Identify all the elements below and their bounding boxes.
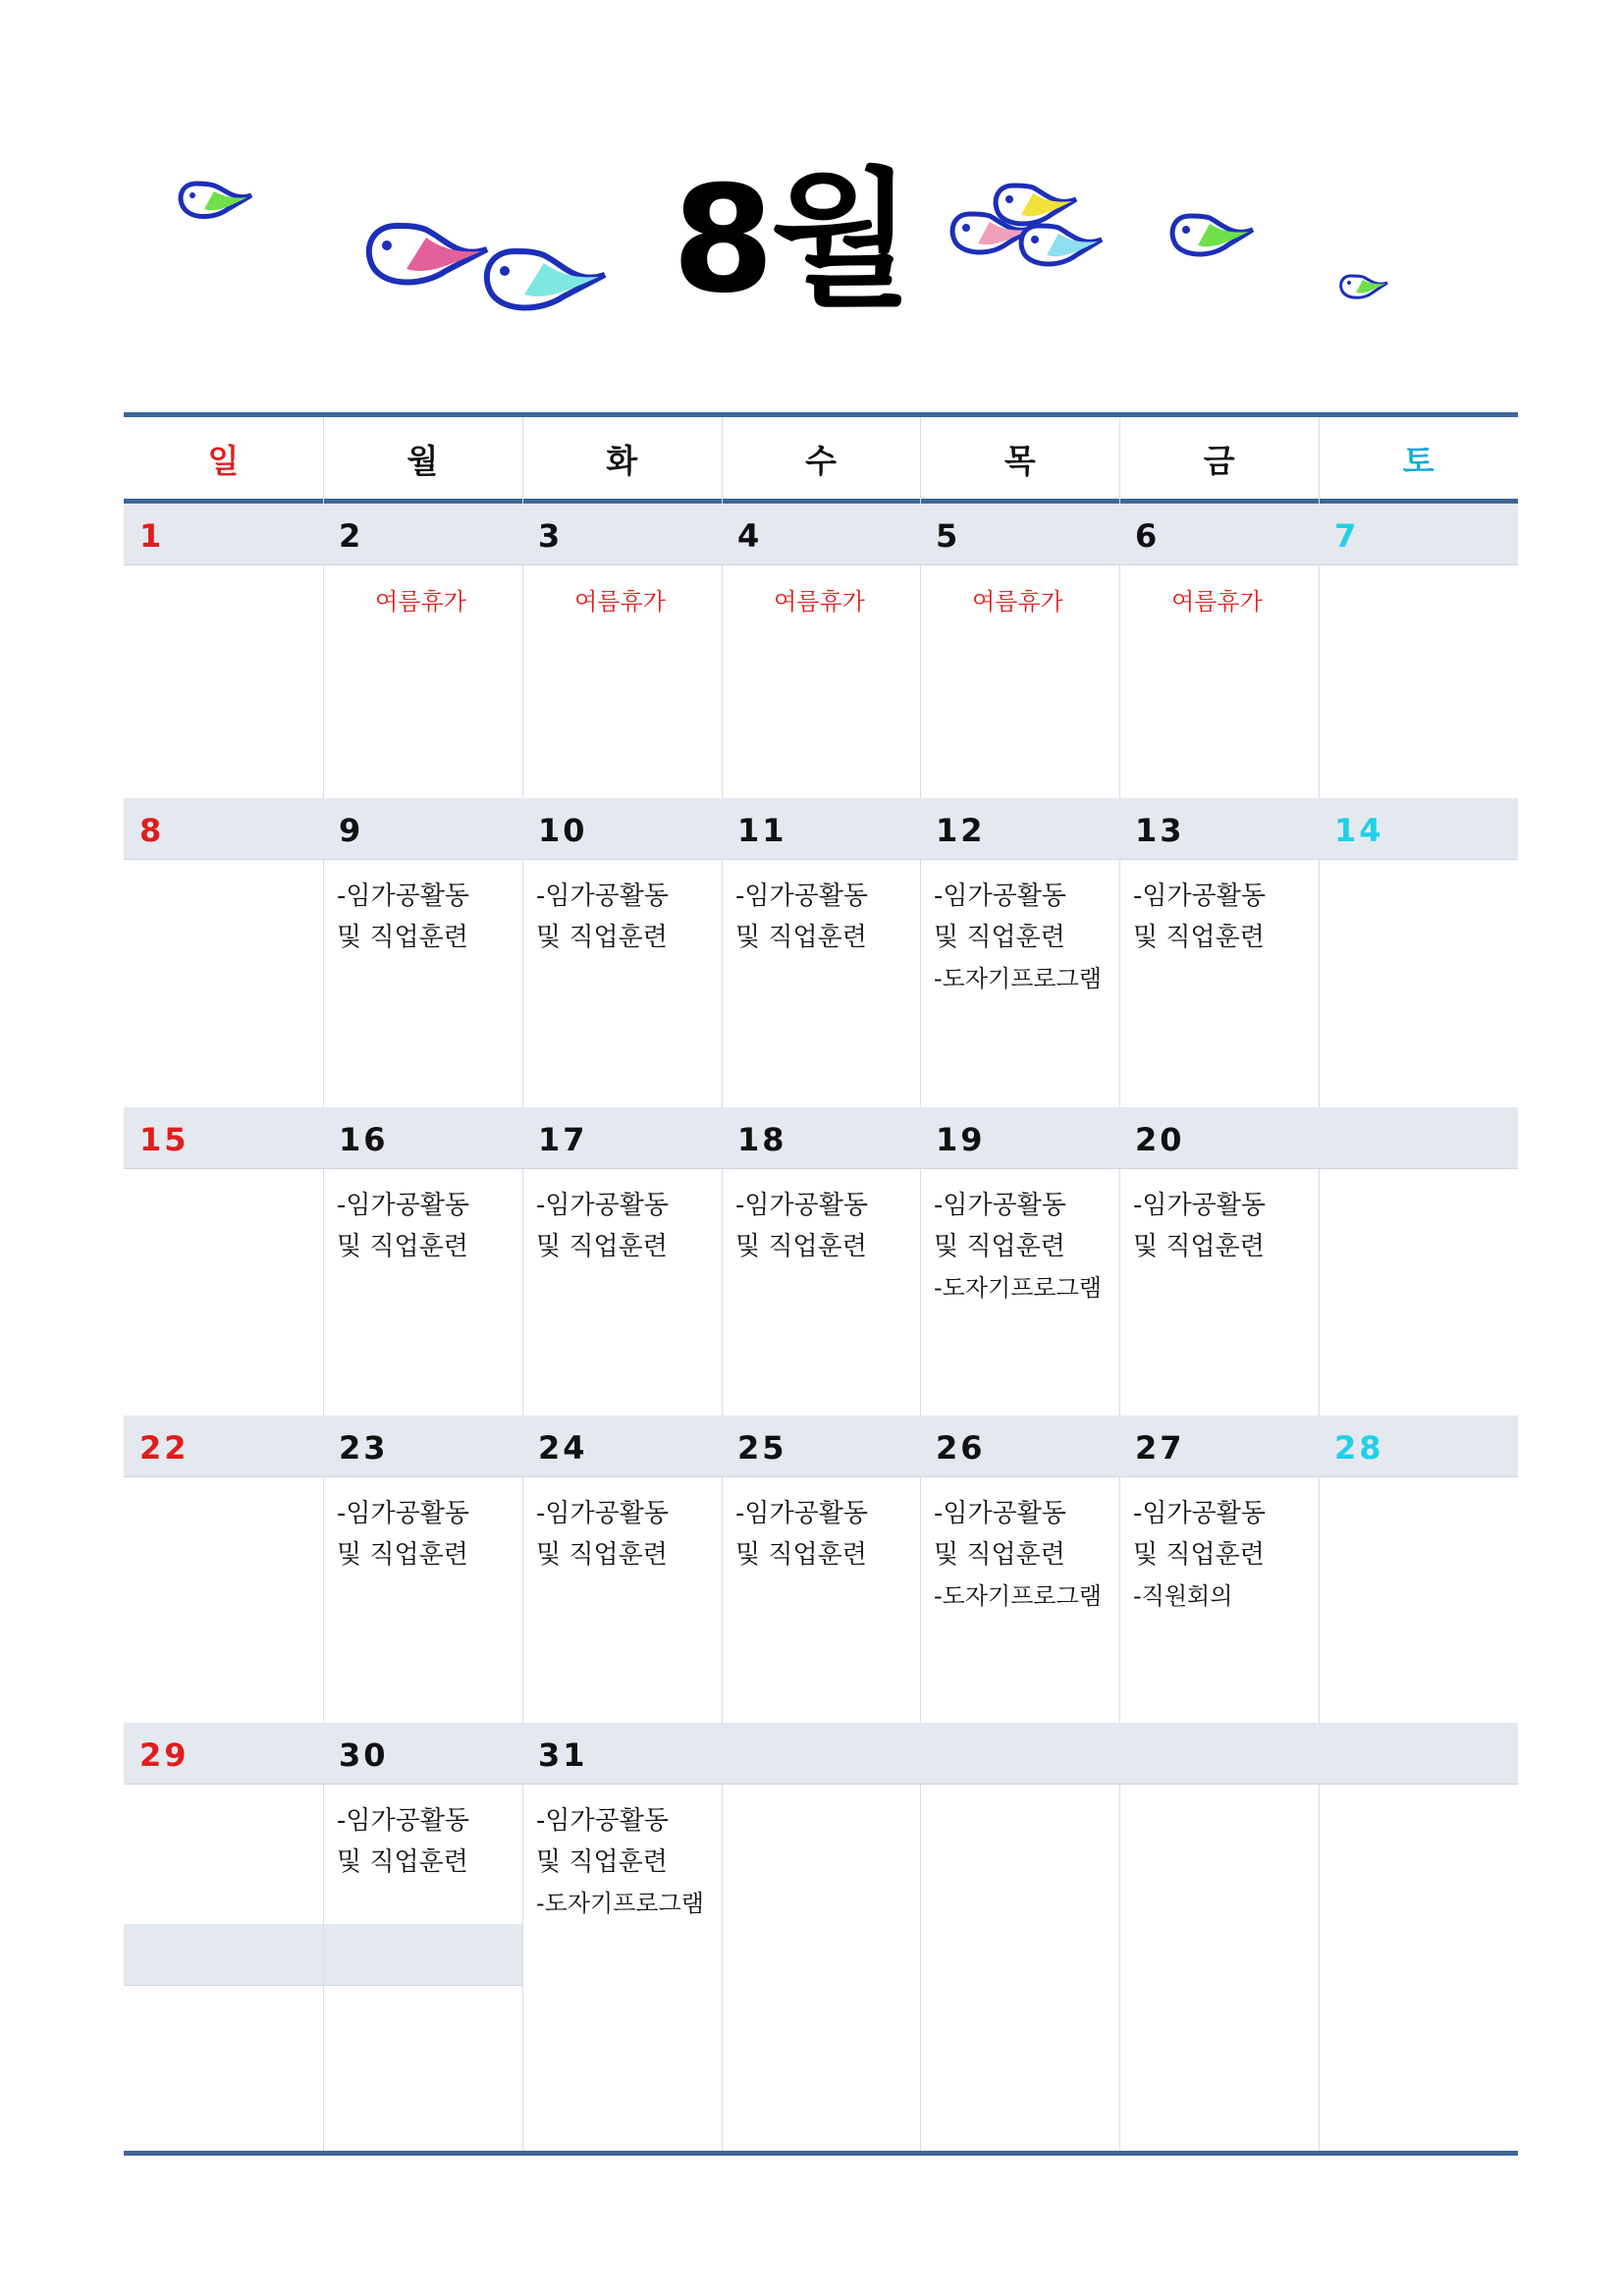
day-cell[interactable] xyxy=(323,1415,522,1723)
day-cell[interactable] xyxy=(124,1415,323,1723)
day-number: 6 xyxy=(1135,517,1161,555)
event-item: 및 직업훈련 xyxy=(536,923,668,952)
weekday-header-2: 화 xyxy=(606,442,638,480)
weekday-header-5: 금 xyxy=(1203,442,1235,480)
day-cell[interactable] xyxy=(920,798,1119,1107)
holiday-label: 여름휴가 xyxy=(574,588,666,615)
day-number: 9 xyxy=(339,812,364,849)
event-list xyxy=(337,1185,518,1267)
event-item: -임가공활동 xyxy=(536,881,669,911)
week-row xyxy=(124,504,1518,798)
event-item: 및 직업훈련 xyxy=(934,923,1065,952)
event-list xyxy=(337,876,518,958)
day-number: 27 xyxy=(1135,1429,1185,1467)
holiday-label: 여름휴가 xyxy=(1171,588,1263,615)
event-list xyxy=(536,1800,718,1924)
holiday-label: 여름휴가 xyxy=(375,588,466,615)
day-cell[interactable] xyxy=(1319,798,1518,1107)
event-item: -임가공활동 xyxy=(934,1191,1066,1220)
event-list xyxy=(536,876,718,958)
day-number: 31 xyxy=(538,1736,588,1774)
day-number: 2 xyxy=(339,517,364,555)
event-item: -도자기프로그램 xyxy=(934,1582,1102,1610)
day-number: 22 xyxy=(139,1429,189,1467)
bottom-rule xyxy=(124,2151,1518,2156)
weekday-header xyxy=(124,417,1518,499)
day-cell[interactable] xyxy=(522,1415,722,1723)
event-item: 및 직업훈련 xyxy=(1133,1540,1265,1570)
weekday-header-6: 토 xyxy=(1402,442,1435,480)
week-row xyxy=(124,1415,1518,1723)
day-number: 13 xyxy=(1135,812,1185,849)
event-item: -임가공활동 xyxy=(337,881,469,911)
day-cell[interactable] xyxy=(920,1723,1119,2151)
event-list xyxy=(536,1493,718,1575)
event-item: 및 직업훈련 xyxy=(536,1232,668,1261)
event-list xyxy=(337,1800,518,1883)
event-list xyxy=(1133,1493,1315,1617)
weekday-header-0: 일 xyxy=(207,442,240,480)
event-item: 및 직업훈련 xyxy=(934,1540,1065,1570)
day-number: 18 xyxy=(737,1121,787,1158)
day-cell[interactable] xyxy=(920,1415,1119,1723)
holiday-label: 여름휴가 xyxy=(774,588,865,615)
day-number: 23 xyxy=(339,1429,389,1467)
day-cell[interactable] xyxy=(1319,1107,1518,1415)
day-number: 30 xyxy=(339,1736,389,1774)
day-number: 10 xyxy=(538,812,588,849)
event-item: -임가공활동 xyxy=(536,1191,669,1220)
day-cell[interactable] xyxy=(920,504,1119,798)
event-item: -임가공활동 xyxy=(536,1499,669,1528)
event-item: -도자기프로그램 xyxy=(536,1890,704,1917)
event-item: -도자기프로그램 xyxy=(934,965,1102,992)
event-item: 및 직업훈련 xyxy=(337,923,468,952)
day-number: 17 xyxy=(538,1121,588,1158)
day-number: 16 xyxy=(339,1121,389,1158)
event-list xyxy=(337,1493,518,1575)
day-cell[interactable] xyxy=(323,798,522,1107)
event-item: 및 직업훈련 xyxy=(337,1847,468,1877)
event-list xyxy=(934,1185,1115,1308)
event-item: 및 직업훈련 xyxy=(337,1232,468,1261)
day-cell[interactable] xyxy=(1119,1107,1319,1415)
day-cell[interactable] xyxy=(124,1723,323,2151)
event-item: -직원회의 xyxy=(1133,1582,1233,1610)
event-item: -임가공활동 xyxy=(735,1191,868,1220)
event-list xyxy=(536,581,718,622)
day-number: 3 xyxy=(538,517,564,555)
day-number: 5 xyxy=(936,517,961,555)
tadpole-icon xyxy=(1166,212,1255,265)
day-number: 15 xyxy=(139,1121,189,1158)
day-number: 25 xyxy=(737,1429,787,1467)
tadpole-icon xyxy=(361,220,489,298)
day-number: 24 xyxy=(538,1429,588,1467)
event-list xyxy=(337,581,518,622)
day-cell[interactable] xyxy=(1119,1723,1319,2151)
event-item: -임가공활동 xyxy=(735,881,868,911)
event-list xyxy=(735,1185,917,1267)
event-item: 및 직업훈련 xyxy=(337,1540,468,1570)
event-item: 및 직업훈련 xyxy=(934,1232,1065,1261)
day-cell[interactable] xyxy=(722,1415,921,1723)
day-number: 20 xyxy=(1135,1121,1185,1158)
event-list xyxy=(934,876,1115,999)
event-item: -임가공활동 xyxy=(934,881,1066,911)
day-cell[interactable] xyxy=(1119,504,1319,798)
calendar-grid xyxy=(124,412,1518,2158)
day-number: 4 xyxy=(737,517,763,555)
day-cell[interactable] xyxy=(323,1107,522,1415)
day-cell[interactable] xyxy=(323,1723,522,2151)
event-list xyxy=(934,1493,1115,1617)
day-cell[interactable] xyxy=(1119,798,1319,1107)
day-cell[interactable] xyxy=(1319,1723,1518,2151)
day-number: 11 xyxy=(737,812,787,849)
event-item: 및 직업훈련 xyxy=(536,1847,668,1877)
day-cell[interactable] xyxy=(323,504,522,798)
day-cell[interactable] xyxy=(522,1723,722,2151)
day-number: 12 xyxy=(936,812,986,849)
day-cell[interactable] xyxy=(920,1107,1119,1415)
day-cell[interactable] xyxy=(1319,1415,1518,1723)
event-item: 및 직업훈련 xyxy=(1133,1232,1265,1261)
week-row xyxy=(124,798,1518,1107)
event-list xyxy=(735,876,917,958)
event-item: -임가공활동 xyxy=(337,1806,469,1836)
day-cell[interactable] xyxy=(124,504,323,798)
event-item: 및 직업훈련 xyxy=(536,1540,668,1570)
day-cell[interactable] xyxy=(722,1723,921,2151)
week-row xyxy=(124,1107,1518,1415)
event-item: -임가공활동 xyxy=(1133,881,1266,911)
event-list xyxy=(934,581,1115,622)
day-cell[interactable] xyxy=(522,798,722,1107)
weekday-header-4: 목 xyxy=(1003,442,1036,480)
day-cell[interactable] xyxy=(522,1107,722,1415)
event-item: 및 직업훈련 xyxy=(735,923,867,952)
day-number: 19 xyxy=(936,1121,986,1158)
event-item: -임가공활동 xyxy=(337,1191,469,1220)
tadpole-icon xyxy=(1015,222,1104,275)
day-cell[interactable] xyxy=(522,504,722,798)
day-number: 8 xyxy=(139,812,165,849)
event-list xyxy=(1133,1185,1315,1267)
day-cell[interactable] xyxy=(1319,504,1518,798)
day-number: 26 xyxy=(936,1429,986,1467)
event-item: -도자기프로그램 xyxy=(934,1274,1102,1302)
day-cell[interactable] xyxy=(722,504,921,798)
event-item: -임가공활동 xyxy=(337,1499,469,1528)
day-number: 14 xyxy=(1334,812,1384,849)
event-list xyxy=(735,1493,917,1575)
day-cell[interactable] xyxy=(124,798,323,1107)
event-list xyxy=(1133,876,1315,958)
day-cell[interactable] xyxy=(1119,1415,1319,1723)
tadpole-icon xyxy=(175,180,253,227)
page-title: 8월 xyxy=(672,155,909,326)
tadpole-icon xyxy=(1337,273,1388,304)
day-number: 1 xyxy=(139,517,165,555)
event-item: -임가공활동 xyxy=(1133,1191,1266,1220)
tadpole-icon xyxy=(479,245,607,324)
holiday-label: 여름휴가 xyxy=(972,588,1063,615)
week-row xyxy=(124,1723,1518,2151)
day-cell[interactable] xyxy=(722,798,921,1107)
event-item: 및 직업훈련 xyxy=(1133,923,1265,952)
day-number: 28 xyxy=(1334,1429,1384,1467)
event-list xyxy=(1133,581,1315,622)
event-item: 및 직업훈련 xyxy=(735,1540,867,1570)
day-number: 7 xyxy=(1334,517,1360,555)
day-cell[interactable] xyxy=(722,1107,921,1415)
event-item: -임가공활동 xyxy=(934,1499,1066,1528)
event-item: -임가공활동 xyxy=(735,1499,868,1528)
event-list xyxy=(735,581,917,622)
event-item: -임가공활동 xyxy=(536,1806,669,1836)
event-list xyxy=(536,1185,718,1267)
weekday-header-1: 월 xyxy=(406,442,439,480)
day-cell[interactable] xyxy=(124,1107,323,1415)
weekday-header-3: 수 xyxy=(805,442,837,480)
day-number: 29 xyxy=(139,1736,189,1774)
event-item: -임가공활동 xyxy=(1133,1499,1266,1528)
event-item: 및 직업훈련 xyxy=(735,1232,867,1261)
